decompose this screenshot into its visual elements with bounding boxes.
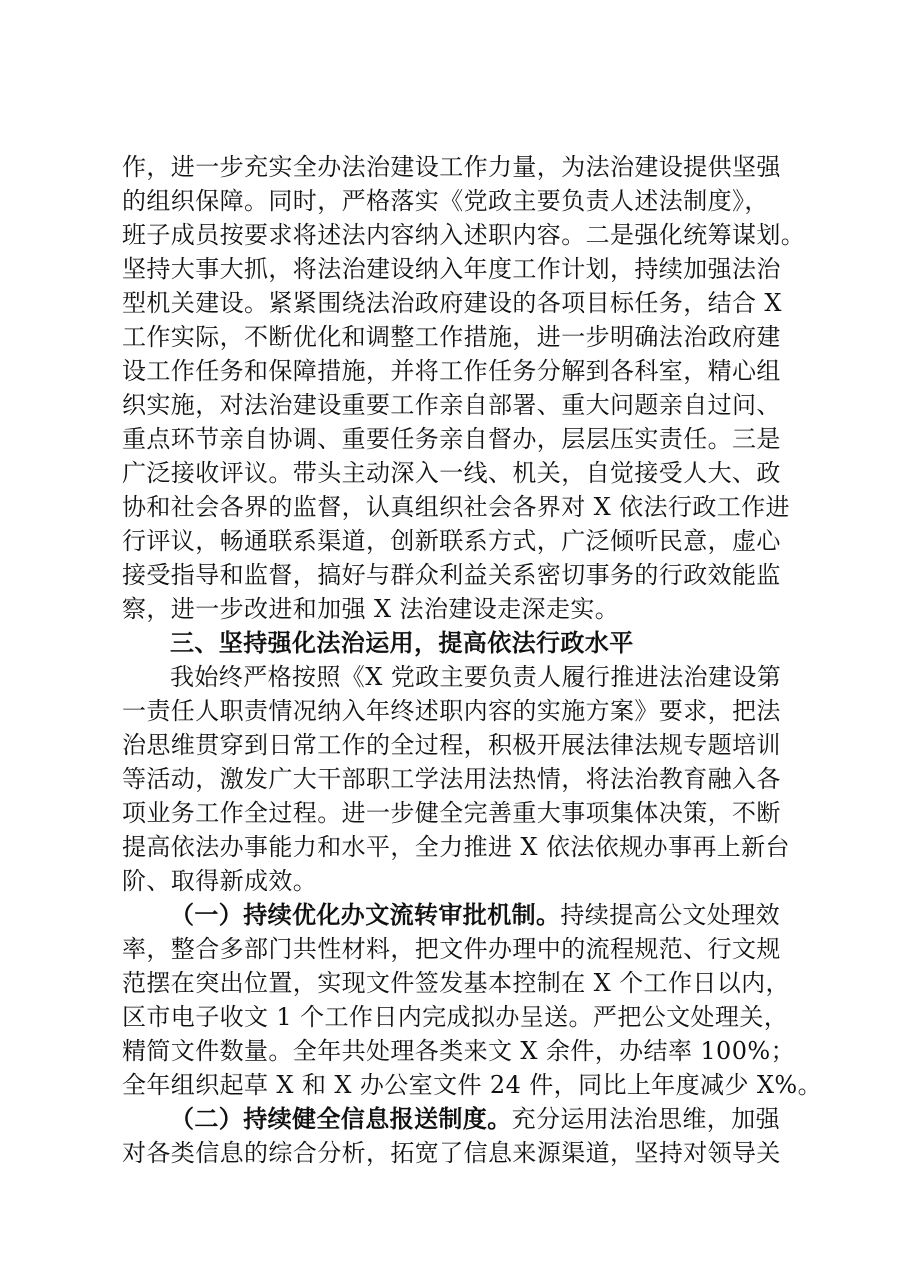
body-line: 提高依法办事能力和水平，全力推进 X 依法依规办事再上新台 bbox=[122, 833, 790, 861]
body-line: 对各类信息的综合分析，拓宽了信息来源渠道，坚持对领导关 bbox=[122, 1139, 781, 1167]
body-line: 工作实际，不断优化和调整工作措施，进一步明确法治政府建 bbox=[122, 323, 781, 351]
body-line: 型机关建设。紧紧围绕法治政府建设的各项目标任务，结合 X bbox=[122, 289, 782, 317]
body-line: 阶、取得新成效。 bbox=[122, 867, 318, 895]
body-line: 等活动，激发广大干部职工学法用法热情，将法治教育融入各 bbox=[122, 765, 781, 793]
body-line: 作，进一步充实全办法治建设工作力量，为法治建设提供坚强 bbox=[122, 153, 781, 181]
body-line: 行评议，畅通联系渠道，创新联系方式，广泛倾听民意，虚心 bbox=[122, 527, 781, 555]
body-line: 全年组织起草 X 和 X 办公室文件 24 件，同比上年度减少 X%。 bbox=[122, 1071, 823, 1099]
body-line: 范摆在突出位置，实现文件签发基本控制在 X 个工作日以内， bbox=[122, 969, 790, 997]
body-line: 区市电子收文 1 个工作日内完成拟办呈送。严把公文处理关， bbox=[122, 1003, 789, 1031]
body-text: 充分运用法治思维，加强 bbox=[511, 1105, 781, 1133]
body-line: 设工作任务和保障措施，并将工作任务分解到各科室，精心组 bbox=[122, 357, 781, 385]
subsection-line bbox=[170, 898, 802, 932]
body-line: 坚持大事大抓，将法治建设纳入年度工作计划，持续加强法治 bbox=[122, 255, 781, 283]
body-line: 项业务工作全过程。进一步健全完善重大事项集体决策，不断 bbox=[122, 799, 781, 827]
body-line: 织实施，对法治建设重要工作亲自部署、重大问题亲自过问、 bbox=[122, 391, 781, 419]
body-line: 的组织保障。同时，严格落实《党政主要负责人述法制度》， bbox=[122, 187, 769, 215]
body-line: 重点环节亲自协调、重要任务亲自督办，层层压实责任。三是 bbox=[122, 425, 781, 453]
body-line: 治思维贯穿到日常工作的全过程，积极开展法律法规专题培训 bbox=[122, 731, 781, 759]
body-line: 精简文件数量。全年共处理各类来文 X 余件，办结率 100%； bbox=[122, 1037, 795, 1065]
body-line: 一责任人职责情况纳入年终述职内容的实施方案》要求，把法 bbox=[122, 697, 781, 725]
body-line: 接受指导和监督，搞好与群众利益关系密切事务的行政效能监 bbox=[122, 561, 781, 589]
body-line: 率，整合多部门共性材料，把文件办理中的流程规范、行文规 bbox=[122, 935, 781, 963]
body-line: 协和社会各界的监督，认真组织社会各界对 X 依法行政工作进 bbox=[122, 493, 790, 521]
subsection-heading: （一）持续优化办文流转审批机制。 bbox=[170, 900, 561, 929]
body-line: 察，进一步改进和加强 X 法治建设走深走实。 bbox=[122, 595, 620, 623]
section-heading: 三、坚持强化法治运用，提高依法行政水平 bbox=[170, 628, 634, 657]
body-text: 持续提高公文处理效 bbox=[560, 901, 781, 929]
body-line: 广泛接收评议。带头主动深入一线、机关，自觉接受人大、政 bbox=[122, 459, 781, 487]
subsection-line bbox=[170, 1102, 802, 1136]
body-line: 班子成员按要求将述法内容纳入述职内容。二是强化统筹谋划。 bbox=[122, 221, 806, 249]
body-line: 我始终严格按照《X 党政主要负责人履行推进法治建设第 bbox=[170, 663, 782, 691]
subsection-heading: （二）持续健全信息报送制度。 bbox=[170, 1104, 512, 1133]
